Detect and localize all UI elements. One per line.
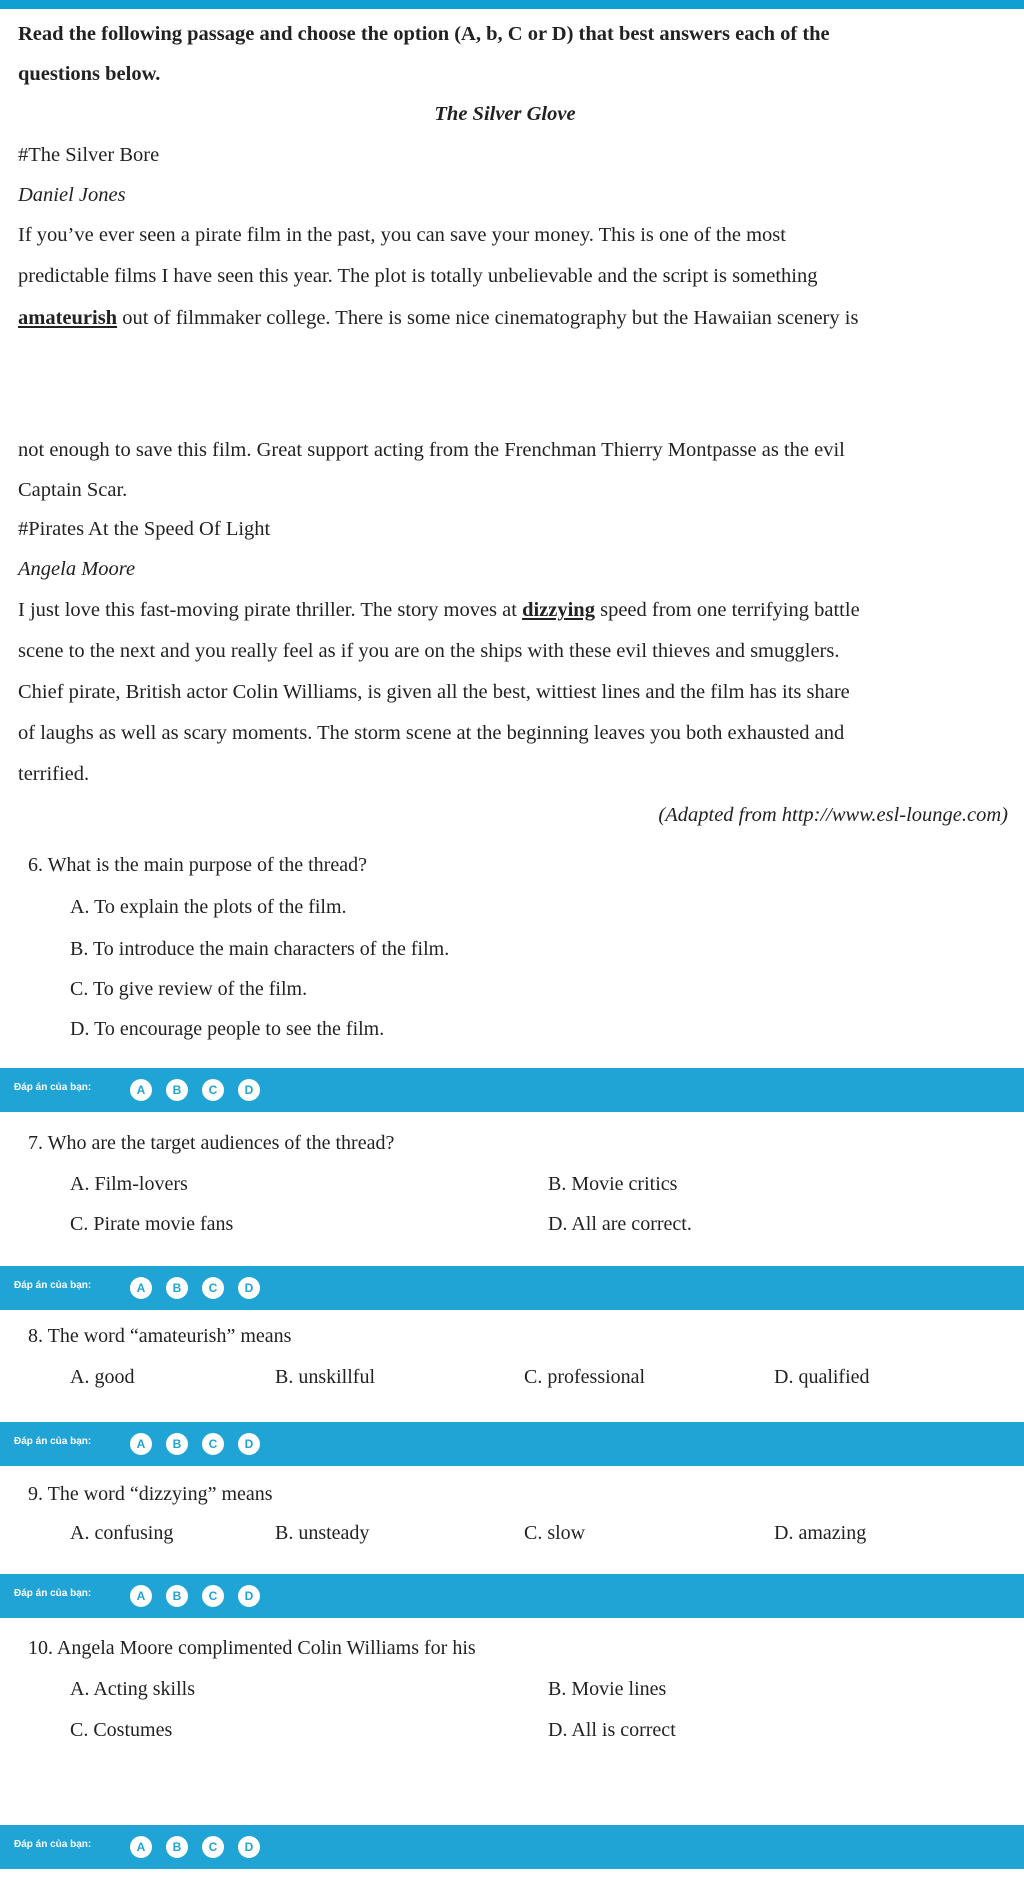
question-10-option-d: D. All is correct	[548, 1719, 676, 1741]
answer-c-button[interactable]: C	[202, 1277, 224, 1299]
question-6-option-d: D. To encourage people to see the film.	[70, 1018, 385, 1040]
question-6-stem: 6. What is the main purpose of the thread?	[28, 854, 367, 876]
answer-label: Đáp án của bạn:	[14, 1436, 92, 1447]
answer-d-button[interactable]: D	[238, 1433, 260, 1455]
answer-bar-q6	[0, 1068, 1024, 1112]
question-10-option-b: B. Movie lines	[548, 1678, 667, 1700]
instructions-line-2: questions below.	[18, 63, 161, 85]
question-10-option-c: C. Costumes	[70, 1719, 173, 1741]
answer-bar-q10	[0, 1825, 1024, 1869]
question-9-option-d: D. amazing	[774, 1522, 867, 1544]
answer-a-button[interactable]: A	[130, 1836, 152, 1858]
review2-line-4: of laughs as well as scary moments. The storm scene at the beginning leaves you both exhausted and	[18, 722, 845, 744]
question-7-option-b: B. Movie critics	[548, 1173, 678, 1195]
question-8-option-d: D. qualified	[774, 1366, 870, 1388]
passage-title: The Silver Glove	[434, 103, 576, 125]
review2-line-1	[18, 598, 860, 622]
top-accent-bar	[0, 0, 1024, 9]
answer-d-button[interactable]: D	[238, 1585, 260, 1607]
question-7-option-c: C. Pirate movie fans	[70, 1213, 234, 1235]
question-8-option-a: A. good	[70, 1366, 135, 1388]
answer-b-button[interactable]: B	[166, 1079, 188, 1101]
answer-c-button[interactable]: C	[202, 1836, 224, 1858]
review1-author: Daniel Jones	[18, 184, 126, 206]
answer-a-button[interactable]: A	[130, 1079, 152, 1101]
answer-b-button[interactable]: B	[166, 1585, 188, 1607]
instructions-line-1: Read the following passage and choose the option (A, b, C or D) that best answers each of the	[18, 23, 830, 45]
highlighted-word-dizzying: dizzying	[522, 599, 595, 621]
answer-a-button[interactable]: A	[130, 1277, 152, 1299]
review2-line-1-post: speed from one terrifying battle	[594, 599, 860, 621]
question-8-stem: 8. The word “amateurish” means	[28, 1325, 292, 1347]
review1-line-3	[18, 306, 858, 330]
review2-line-1-pre: I just love this fast-moving pirate thriller. The story moves at	[18, 599, 523, 621]
question-8-option-b: B. unskillful	[275, 1366, 376, 1388]
review1-line-5: Captain Scar.	[18, 479, 128, 501]
answer-bar-q8	[0, 1422, 1024, 1466]
question-8-option-c: C. professional	[524, 1366, 646, 1388]
review2-line-2: scene to the next and you really feel as if you are on the ships with these evil thieves and smugglers.	[18, 640, 840, 662]
review1-line-4: not enough to save this film. Great support acting from the Frenchman Thierry Montpasse as the evil	[18, 439, 845, 461]
review1-line-1: If you’ve ever seen a pirate film in the past, you can save your money. This is one of the most	[18, 224, 786, 246]
question-6-option-b: B. To introduce the main characters of the film.	[70, 938, 450, 960]
question-10-stem: 10. Angela Moore complimented Colin Williams for his	[28, 1637, 476, 1659]
question-7-stem: 7. Who are the target audiences of the thread?	[28, 1132, 395, 1154]
answer-label: Đáp án của bạn:	[14, 1280, 92, 1291]
review2-line-3: Chief pirate, British actor Colin Williams, is given all the best, wittiest lines and the film has its share	[18, 681, 850, 703]
answer-bar-q9	[0, 1574, 1024, 1618]
answer-label: Đáp án của bạn:	[14, 1588, 92, 1599]
answer-d-button[interactable]: D	[238, 1836, 260, 1858]
review1-line-3-rest: out of filmmaker college. There is some nice cinematography but the Hawaiian scenery is	[117, 307, 859, 329]
review1-heading: #The Silver Bore	[18, 144, 160, 166]
answer-a-button[interactable]: A	[130, 1585, 152, 1607]
question-7-option-d: D. All are correct.	[548, 1213, 692, 1235]
question-9-option-a: A. confusing	[70, 1522, 174, 1544]
answer-d-button[interactable]: D	[238, 1277, 260, 1299]
answer-d-button[interactable]: D	[238, 1079, 260, 1101]
answer-c-button[interactable]: C	[202, 1585, 224, 1607]
highlighted-word-amateurish: amateurish	[18, 307, 118, 329]
question-6-option-a: A. To explain the plots of the film.	[70, 896, 347, 918]
answer-b-button[interactable]: B	[166, 1433, 188, 1455]
review1-line-2: predictable films I have seen this year. The plot is totally unbelievable and the script is something	[18, 265, 818, 287]
answer-label: Đáp án của bạn:	[14, 1839, 92, 1850]
answer-b-button[interactable]: B	[166, 1277, 188, 1299]
source-citation: (Adapted from http://www.esl-lounge.com)	[658, 804, 1008, 826]
question-9-option-c: C. slow	[524, 1522, 586, 1544]
question-6-option-c: C. To give review of the film.	[70, 978, 308, 1000]
answer-b-button[interactable]: B	[166, 1836, 188, 1858]
question-7-option-a: A. Film-lovers	[70, 1173, 188, 1195]
question-9-option-b: B. unsteady	[275, 1522, 370, 1544]
review2-heading: #Pirates At the Speed Of Light	[18, 518, 271, 540]
answer-c-button[interactable]: C	[202, 1433, 224, 1455]
review2-author: Angela Moore	[18, 558, 136, 580]
answer-label: Đáp án của bạn:	[14, 1082, 92, 1093]
answer-bar-q7	[0, 1266, 1024, 1310]
answer-a-button[interactable]: A	[130, 1433, 152, 1455]
question-10-option-a: A. Acting skills	[70, 1678, 196, 1700]
answer-c-button[interactable]: C	[202, 1079, 224, 1101]
review2-line-5: terrified.	[18, 763, 90, 785]
question-9-stem: 9. The word “dizzying” means	[28, 1483, 273, 1505]
